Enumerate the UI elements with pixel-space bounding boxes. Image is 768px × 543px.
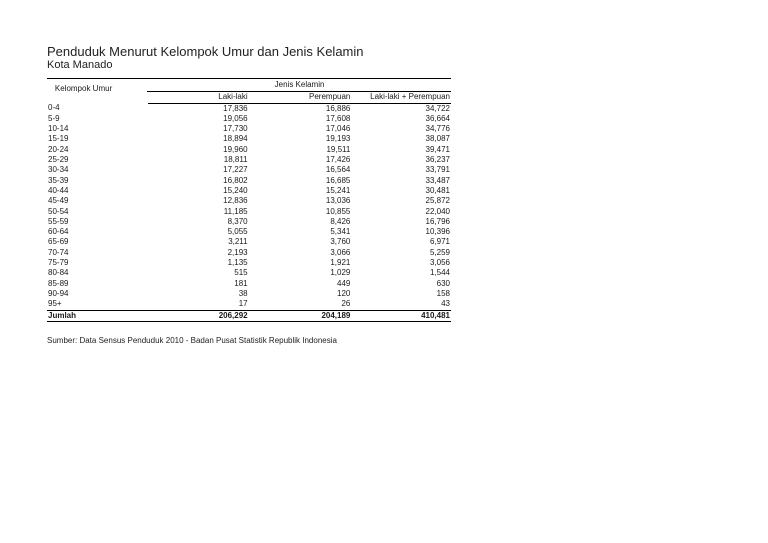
total-female: 204,189 bbox=[249, 310, 352, 321]
female-count-cell: 120 bbox=[337, 288, 351, 298]
age-group-cell: 40-44 bbox=[48, 185, 69, 195]
age-group-cell: 45-49 bbox=[48, 196, 69, 206]
male-count-cell: 19,960 bbox=[223, 144, 248, 154]
age-group-cell: 15-19 bbox=[48, 134, 69, 144]
table-row bbox=[47, 114, 451, 124]
table-row bbox=[47, 207, 451, 217]
total-row bbox=[47, 310, 451, 321]
total-count-cell: 3,056 bbox=[429, 258, 450, 268]
female-count-cell: 19,193 bbox=[325, 134, 351, 144]
total-count-cell: 1,544 bbox=[429, 268, 450, 278]
total-count-cell: 6,971 bbox=[429, 237, 450, 247]
total-count-cell: 39,471 bbox=[425, 144, 450, 154]
page-title: Penduduk Menurut Kelompok Umur dan Jenis Kelamin bbox=[47, 44, 364, 59]
total-count-cell: 5,259 bbox=[429, 247, 450, 257]
male-count-cell: 181 bbox=[234, 278, 248, 288]
male-count-cell: 2,193 bbox=[227, 247, 248, 257]
male-count-cell: 38 bbox=[238, 288, 248, 298]
male-count-cell: 19,056 bbox=[223, 113, 248, 123]
total-count-cell: 22,040 bbox=[425, 206, 450, 216]
table-row bbox=[47, 176, 451, 186]
total-count-cell: 34,776 bbox=[425, 124, 450, 134]
table-row bbox=[47, 248, 451, 258]
age-group-cell: 55-59 bbox=[48, 216, 69, 226]
male-count-cell: 18,811 bbox=[223, 155, 248, 165]
total-count-cell: 16,796 bbox=[425, 216, 450, 226]
female-count-cell: 8,426 bbox=[330, 216, 351, 226]
male-count-cell: 15,240 bbox=[223, 185, 248, 195]
male-count-cell: 11,185 bbox=[223, 206, 248, 216]
table-row bbox=[47, 299, 451, 310]
age-group-cell: 70-74 bbox=[48, 247, 69, 257]
age-group-cell: 5-9 bbox=[48, 113, 60, 123]
female-count-cell: 15,241 bbox=[325, 185, 351, 195]
male-count-cell: 515 bbox=[234, 268, 248, 278]
male-count-cell: 1,135 bbox=[227, 258, 248, 268]
table-row bbox=[47, 289, 451, 299]
female-count-cell: 3,760 bbox=[330, 237, 351, 247]
female-count-cell: 449 bbox=[337, 278, 351, 288]
age-group-cell: 10-14 bbox=[48, 124, 69, 134]
female-count-cell: 16,564 bbox=[325, 165, 351, 175]
age-group-cell: 20-24 bbox=[48, 144, 69, 154]
age-group-cell: 60-64 bbox=[48, 227, 69, 237]
table-group-header-row bbox=[47, 79, 451, 92]
age-group-cell: 35-39 bbox=[48, 175, 69, 185]
age-group-cell: 80-84 bbox=[48, 268, 69, 278]
female-count-cell: 17,426 bbox=[325, 155, 351, 165]
table-row bbox=[47, 227, 451, 237]
male-count-cell: 16,802 bbox=[223, 175, 248, 185]
female-count-cell: 1,029 bbox=[330, 268, 351, 278]
male-count-cell: 17 bbox=[238, 299, 248, 309]
male-count-cell: 17,730 bbox=[223, 124, 248, 134]
table-row bbox=[47, 279, 451, 289]
male-count-cell: 5,055 bbox=[227, 227, 248, 237]
male-count-cell: 3,211 bbox=[228, 237, 248, 247]
age-group-cell: 50-54 bbox=[48, 206, 69, 216]
header-divider bbox=[147, 91, 158, 92]
total-count-cell: 630 bbox=[436, 278, 450, 288]
population-table bbox=[47, 78, 451, 322]
male-count-cell: 17,227 bbox=[223, 165, 248, 175]
female-count-cell: 19,511 bbox=[326, 144, 351, 154]
age-group-cell: 0-4 bbox=[48, 103, 60, 113]
total-label: Jumlah bbox=[47, 310, 148, 321]
table-row bbox=[47, 165, 451, 175]
total-count-cell: 36,664 bbox=[425, 113, 450, 123]
female-count-cell: 13,036 bbox=[325, 196, 351, 206]
female-count-cell: 16,886 bbox=[325, 103, 351, 113]
male-count-cell: 17,836 bbox=[223, 103, 248, 113]
total-count-cell: 36,237 bbox=[425, 155, 450, 165]
female-count-cell: 3,066 bbox=[330, 247, 351, 257]
table-row bbox=[47, 124, 451, 134]
age-group-cell: 25-29 bbox=[48, 155, 69, 165]
row-header-cell bbox=[47, 79, 148, 104]
table-row bbox=[47, 186, 451, 196]
male-count-cell: 18,894 bbox=[223, 134, 248, 144]
table-row bbox=[47, 196, 451, 206]
table-row bbox=[47, 155, 451, 165]
total-male: 206,292 bbox=[148, 310, 249, 321]
female-count-cell: 17,608 bbox=[325, 113, 351, 123]
age-group-cell: 95+ bbox=[48, 299, 62, 309]
column-header-total: Laki-laki + Perempuan bbox=[351, 92, 451, 103]
total-count-cell: 25,872 bbox=[425, 196, 450, 206]
age-group-cell: 85-89 bbox=[48, 278, 69, 288]
female-count-cell: 17,046 bbox=[325, 124, 351, 134]
total-combined: 410,481 bbox=[351, 310, 451, 321]
total-count-cell: 38,087 bbox=[425, 134, 450, 144]
age-group-cell: 30-34 bbox=[48, 165, 69, 175]
total-count-cell: 33,791 bbox=[425, 165, 450, 175]
source-note: Sumber: Data Sensus Penduduk 2010 - Badan Pusat Statistik Republik Indonesia bbox=[47, 335, 337, 345]
female-count-cell: 1,921 bbox=[330, 258, 351, 268]
table-row bbox=[47, 268, 451, 278]
page-subtitle: Kota Manado bbox=[47, 59, 113, 71]
age-group-cell: 65-69 bbox=[48, 237, 69, 247]
female-count-cell: 10,855 bbox=[325, 206, 351, 216]
total-count-cell: 30,481 bbox=[425, 185, 450, 195]
table-body bbox=[47, 103, 451, 310]
table-row bbox=[47, 103, 451, 114]
column-header-female: Perempuan bbox=[249, 92, 352, 103]
group-header: Jenis Kelamin bbox=[148, 79, 451, 92]
age-group-cell: 75-79 bbox=[48, 258, 69, 268]
male-count-cell: 12,836 bbox=[223, 196, 248, 206]
total-count-cell: 34,722 bbox=[425, 103, 450, 113]
total-count-cell: 158 bbox=[436, 288, 450, 298]
table-row bbox=[47, 145, 451, 155]
total-count-cell: 33,487 bbox=[425, 175, 450, 185]
male-count-cell: 8,370 bbox=[227, 216, 248, 226]
age-group-cell: 90-94 bbox=[48, 288, 69, 298]
female-count-cell: 5,341 bbox=[330, 227, 351, 237]
table-row bbox=[47, 217, 451, 227]
table-row bbox=[47, 258, 451, 268]
female-count-cell: 26 bbox=[341, 299, 351, 309]
total-count-cell: 43 bbox=[441, 299, 450, 309]
column-header-male: Laki-laki bbox=[148, 92, 249, 103]
row-header-label: Kelompok Umur bbox=[54, 83, 113, 93]
female-count-cell: 16,685 bbox=[325, 175, 351, 185]
table-row bbox=[47, 237, 451, 247]
total-count-cell: 10,396 bbox=[425, 227, 450, 237]
document bbox=[47, 44, 452, 345]
table-row bbox=[47, 134, 451, 144]
